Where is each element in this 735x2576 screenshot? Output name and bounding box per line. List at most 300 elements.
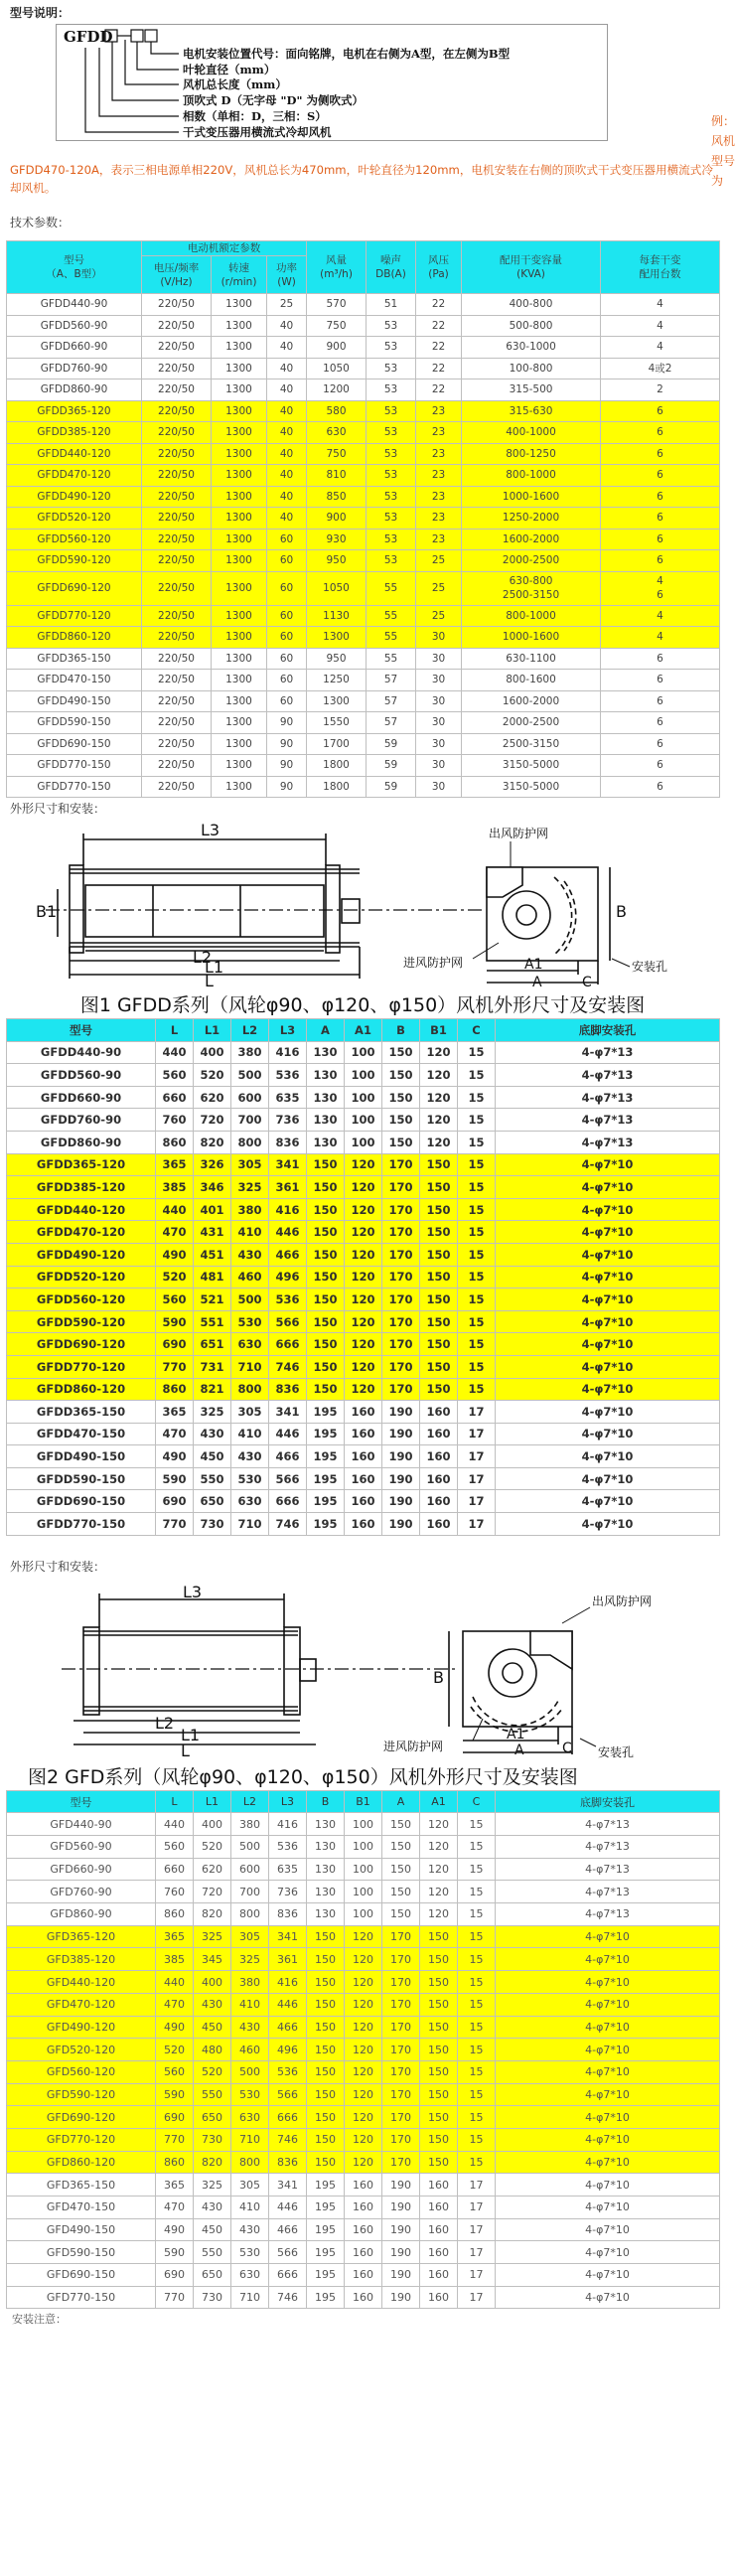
table-cell: 466 [269,2016,307,2039]
table-cell: 15 [458,1948,496,1971]
table-cell: 150 [382,1836,420,1859]
table-cell: 416 [269,1971,307,1994]
table-cell: 190 [382,2241,420,2264]
table-cell: 150 [307,1153,345,1176]
table-cell: 6 [601,422,720,444]
fig2-drawing [6,1582,719,1760]
table-cell: 380 [231,1198,269,1221]
fig1-section-title: 外形尺寸和安装： [10,802,106,816]
table-cell: 1300 [212,315,267,337]
table-cell: 40 [267,422,307,444]
table-cell: 150 [307,1948,345,1971]
table-cell: 4-φ7*10 [496,1467,720,1490]
table-cell: 40 [267,443,307,465]
table-cell: 6 [601,733,720,755]
table-cell: 60 [267,605,307,627]
table-cell: 150 [420,2016,458,2039]
table-cell: 120 [345,1333,382,1356]
table-cell: 700 [231,1109,269,1132]
table-cell: 150 [307,1198,345,1221]
table-cell: 1300 [212,486,267,508]
table-cell: 59 [367,776,416,798]
table-cell: 466 [269,2218,307,2241]
table-cell: 325 [231,1948,269,1971]
table-row [7,1064,720,1087]
table-cell: 770 [156,1513,194,1536]
table-cell: 150 [307,1288,345,1311]
table-cell: 30 [416,690,462,712]
table-cell: 100 [345,1881,382,1903]
table-cell: 190 [382,2197,420,2219]
table-cell: GFDD690-120 [7,571,142,605]
table-cell: 150 [382,1064,420,1087]
dim-l-label: L [205,972,214,990]
table-cell: 730 [194,2286,231,2309]
table-cell: 60 [267,550,307,572]
fig2-dim-c-label: C [562,1740,572,1756]
table-cell: 17 [458,1467,496,1490]
dimension-table-gfdd [6,1018,720,1536]
th-power: 功率 (W) [267,256,307,294]
table-row [7,2218,720,2241]
table-cell: GFDD560-120 [7,1288,156,1311]
table-cell: 820 [194,1131,231,1153]
table-cell: 490 [156,2218,194,2241]
table-cell: 446 [269,2197,307,2219]
table-cell: 470 [156,1423,194,1445]
th-units-per-set: 每套干变 配用台数 [601,241,720,294]
table-cell: 4 [601,337,720,359]
table-cell: GFD860-90 [7,1903,156,1926]
table-cell: 860 [156,1903,194,1926]
table-cell: 120 [345,2128,382,2151]
table-cell: 130 [307,1064,345,1087]
table-cell: 570 [307,294,367,316]
table-cell: 100 [345,1903,382,1926]
table-cell: 4-φ7*10 [496,1490,720,1513]
table-cell: 410 [231,1993,269,2016]
table-cell: 160 [420,2218,458,2241]
table-row [7,1310,720,1333]
table-cell: GFDD590-120 [7,1310,156,1333]
table-cell: 220/50 [142,422,212,444]
table-cell: 190 [382,1445,420,1468]
table-cell: 120 [345,1266,382,1288]
table-cell: 190 [382,1467,420,1490]
table-cell: 400 [194,1971,231,1994]
table-cell: 195 [307,2241,345,2264]
table-row [7,2016,720,2039]
table-cell: 430 [194,2197,231,2219]
table-cell: 120 [420,1109,458,1132]
table-cell: 860 [156,1378,194,1401]
table-row [7,422,720,444]
table-cell: 630 [231,1333,269,1356]
table-cell: 150 [307,2151,345,2174]
table-cell: 170 [382,1288,420,1311]
table-cell: 15 [458,2039,496,2061]
table-cell: 730 [194,1513,231,1536]
table-cell: GFDD760-90 [7,358,142,379]
table-cell: 500-800 [462,315,601,337]
table-cell: 950 [307,648,367,670]
table-cell: 4-φ7*10 [496,2286,720,2309]
table-cell: 560 [156,1836,194,1859]
table-cell: 4-φ7*13 [496,1131,720,1153]
table-cell: GFDD365-120 [7,1153,156,1176]
table-cell: 15 [458,1153,496,1176]
table-cell: 100 [345,1086,382,1109]
table-cell: 481 [194,1266,231,1288]
table-row [7,1445,720,1468]
table-cell: 150 [420,2128,458,2151]
table-cell: 4-φ7*13 [496,1813,720,1836]
table-cell: 530 [231,1467,269,1490]
dim-c-label: C [582,975,592,990]
table-cell: 650 [194,2106,231,2129]
table-cell: 160 [345,1401,382,1424]
table-cell: 150 [382,1903,420,1926]
table-cell: 17 [458,2241,496,2264]
table-cell: 651 [194,1333,231,1356]
table-header-cell: 型号 [7,1790,156,1813]
table-cell: 120 [345,1971,382,1994]
table-header-cell: L1 [194,1790,231,1813]
table-row [7,2197,720,2219]
fig2-svg [6,1582,719,1760]
table-cell: 361 [269,1176,307,1199]
table-cell: 15 [458,2060,496,2083]
table-cell: 750 [307,443,367,465]
table-cell: 416 [269,1041,307,1064]
table-cell: 346 [194,1176,231,1199]
table-cell: 4-φ7*10 [496,1333,720,1356]
table-cell: 590 [156,2241,194,2264]
table-cell: GFDD470-120 [7,465,142,487]
table-cell: GFDD690-150 [7,1490,156,1513]
table-cell: 150 [307,1378,345,1401]
table-cell: GFDD490-120 [7,1243,156,1266]
table-cell: 220/50 [142,627,212,649]
table-cell: 17 [458,2264,496,2287]
table-cell: 15 [458,1176,496,1199]
table-cell: 496 [269,2039,307,2061]
table-cell: 700 [231,1881,269,1903]
dimension-table-gfd [6,1790,720,2310]
table-cell: 160 [345,2286,382,2309]
fig2-dim-l-label: L [181,1741,190,1760]
table-cell: 1800 [307,755,367,777]
table-cell: 170 [382,1333,420,1356]
table-cell: 150 [307,1971,345,1994]
table-cell: GFDD770-150 [7,776,142,798]
table-cell: 120 [420,1903,458,1926]
table-cell: 4-φ7*10 [496,2083,720,2106]
table-cell: 100 [345,1858,382,1881]
table-cell: 170 [382,1971,420,1994]
table-cell: GFDD770-150 [7,755,142,777]
table-cell: 130 [307,1903,345,1926]
table-cell: 341 [269,2174,307,2197]
table-cell: GFDD590-150 [7,712,142,734]
table-cell: 4-φ7*10 [496,1513,720,1536]
table-cell: 15 [458,1221,496,1244]
table-cell: 40 [267,337,307,359]
table-cell: 195 [307,2286,345,2309]
table-cell: 120 [420,1086,458,1109]
table-cell: 900 [307,508,367,530]
table-cell: 520 [194,2060,231,2083]
fig2-inlet-guard-label: 进风防护网 [383,1739,444,1753]
table-cell: 4-φ7*10 [496,1198,720,1221]
table-cell: 90 [267,733,307,755]
table-cell: GFDD470-120 [7,1221,156,1244]
fig1-drawing [6,820,719,990]
table-cell: 150 [420,2060,458,2083]
model-code-leader-lines [56,22,652,146]
table-cell: 380 [231,1971,269,1994]
table-cell: 53 [367,379,416,401]
table-cell: 220/50 [142,712,212,734]
table-cell: 53 [367,486,416,508]
dim-b1-label: B1 [36,902,58,921]
table-cell: 30 [416,755,462,777]
table-cell: 100 [345,1813,382,1836]
table-cell: 57 [367,690,416,712]
table-cell: 160 [420,1490,458,1513]
table-cell: 220/50 [142,571,212,605]
table-cell: 520 [156,2039,194,2061]
table-cell: GFD470-150 [7,2197,156,2219]
mount-hole-label: 安装孔 [632,960,668,974]
table-cell: 660 [156,1086,194,1109]
th-noise: 噪声 DB(A) [367,241,416,294]
table-row [7,1221,720,1244]
table-cell: 150 [420,1355,458,1378]
table-cell: 365 [156,1925,194,1948]
table-cell: 57 [367,670,416,691]
table-cell: 195 [307,1445,345,1468]
table-cell: 130 [307,1086,345,1109]
table-cell: 30 [416,733,462,755]
fig2-dim-a1-label: A1 [507,1726,525,1743]
table-cell: 4-φ7*13 [496,1858,720,1881]
table-cell: 630 [231,2264,269,2287]
table-cell: 23 [416,400,462,422]
table-cell: 53 [367,443,416,465]
table-cell: 731 [194,1355,231,1378]
table-cell: 1300 [212,627,267,649]
table-row [7,1109,720,1132]
table-cell: 746 [269,2286,307,2309]
table-cell: 1300 [212,337,267,359]
table-cell: 4-φ7*10 [496,2016,720,2039]
table-cell: 53 [367,529,416,550]
table-cell: 195 [307,1423,345,1445]
fig2-caption: 图2 GFD系列（风轮φ90、φ120、φ150）风机外形尺寸及安装图 [28,1765,578,1788]
table-cell: 22 [416,337,462,359]
table-row [7,358,720,379]
code-line-phase: 相数（单相：D，三相：S） [183,109,327,123]
table-cell: 150 [382,1041,420,1064]
table-row [7,712,720,734]
table-cell: 750 [307,315,367,337]
table-cell: 220/50 [142,465,212,487]
table-cell: GFD660-90 [7,1858,156,1881]
table-cell: 720 [194,1109,231,1132]
table-cell: 500 [231,1836,269,1859]
table-cell: 150 [382,1086,420,1109]
table-cell: 15 [458,2016,496,2039]
table-cell: 800 [231,1378,269,1401]
dim-a1-label: A1 [524,957,543,973]
table-cell: 410 [231,2197,269,2219]
table-cell: 635 [269,1086,307,1109]
table-cell: 15 [458,1310,496,1333]
table-cell: 160 [345,1445,382,1468]
table-header-cell: A1 [420,1790,458,1813]
table-cell: 130 [307,1881,345,1903]
table-cell: 820 [194,1903,231,1926]
table-cell: 15 [458,1925,496,1948]
table-cell: GFDD770-120 [7,1355,156,1378]
table-cell: 410 [231,1221,269,1244]
table-cell: 17 [458,1490,496,1513]
th-voltage: 电压/频率 (V/Hz) [142,256,212,294]
table-cell: 4-φ7*10 [496,1355,720,1378]
table-cell: 315-630 [462,400,601,422]
table-cell: 150 [307,1333,345,1356]
table-cell: 15 [458,1903,496,1926]
table-cell: 170 [382,1948,420,1971]
table-cell: 720 [194,1881,231,1903]
table-cell: 170 [382,1153,420,1176]
table-cell: 160 [420,2241,458,2264]
table-cell: 550 [194,2083,231,2106]
table-cell: 17 [458,1445,496,1468]
table-cell: 836 [269,2151,307,2174]
table-cell: 690 [156,2264,194,2287]
table-cell: 220/50 [142,315,212,337]
fig1-svg [6,820,719,990]
table-cell: 4-φ7*13 [496,1064,720,1087]
table-cell: 130 [307,1813,345,1836]
table-cell: 430 [231,1445,269,1468]
table-cell: 820 [194,2151,231,2174]
table-cell: 710 [231,1355,269,1378]
table-cell: 770 [156,1355,194,1378]
table-cell: GFD770-120 [7,2128,156,2151]
table-cell: 746 [269,1513,307,1536]
table-cell: 150 [420,1948,458,1971]
table-cell: 53 [367,550,416,572]
table-cell: 100 [345,1836,382,1859]
table-cell: 170 [382,2039,420,2061]
table-cell: 6 [601,670,720,691]
table-cell: 170 [382,1310,420,1333]
table-cell: 1300 [212,690,267,712]
table-cell: 520 [156,1266,194,1288]
table-cell: 550 [194,2241,231,2264]
table-cell: 120 [345,1310,382,1333]
table-cell: 160 [420,2197,458,2219]
table-cell: 400-800 [462,294,601,316]
table-cell: 635 [269,1858,307,1881]
table-cell: 550 [194,1467,231,1490]
table-row [7,2083,720,2106]
table-cell: 470 [156,2197,194,2219]
table-cell: 170 [382,2060,420,2083]
table-cell: 1300 [212,465,267,487]
table-row [7,627,720,649]
table-cell: 4-φ7*10 [496,1221,720,1244]
tech-params-title: 技术参数： [10,216,71,229]
th-model: 型号 （A、B型） [7,241,142,294]
table-cell: 536 [269,1064,307,1087]
fig1-caption: 图1 GFDD系列（风轮φ90、φ120、φ150）风机外形尺寸及安装图 [79,994,646,1016]
table-cell: 53 [367,508,416,530]
table-cell: 195 [307,1490,345,1513]
table-cell: 6 [601,443,720,465]
fig2-dim-l3-label: L3 [183,1582,203,1601]
table-header-cell: L [156,1790,194,1813]
table-cell: 4-φ7*13 [496,1903,720,1926]
table-cell: 400-1000 [462,422,601,444]
table-cell: 4-φ7*10 [496,2174,720,2197]
table-cell: GFDD440-90 [7,1041,156,1064]
table-cell: 150 [382,1813,420,1836]
table-cell: 810 [307,465,367,487]
table-cell: GFD520-120 [7,2039,156,2061]
table-cell: GFD860-120 [7,2151,156,2174]
table-cell: 1300 [212,755,267,777]
table-cell: GFD560-120 [7,2060,156,2083]
table-cell: GFD365-150 [7,2174,156,2197]
table-cell: 15 [458,1041,496,1064]
page [0,4,735,2327]
table-row [7,1925,720,1948]
table-cell: 470 [156,1221,194,1244]
table-cell: 460 [231,1266,269,1288]
table-cell: 150 [382,1109,420,1132]
table-row [7,1490,720,1513]
table-cell: 590 [156,1467,194,1490]
table-cell: 150 [420,2106,458,2129]
table-cell: 120 [345,2016,382,2039]
table-cell: 440 [156,1813,194,1836]
table-cell: 710 [231,1513,269,1536]
table-cell: 440 [156,1041,194,1064]
table-header-cell: 型号 [7,1019,156,1042]
table-cell: 160 [345,2241,382,2264]
table-cell: 305 [231,1153,269,1176]
table-cell: 23 [416,486,462,508]
table-cell: 160 [420,1467,458,1490]
table-cell: 4-φ7*10 [496,1378,720,1401]
table-cell: 416 [269,1813,307,1836]
table-cell: 57 [367,712,416,734]
table-cell: GFDD440-90 [7,294,142,316]
table-cell: 730 [194,2128,231,2151]
table-cell: 1300 [212,443,267,465]
table-header-cell: A [307,1019,345,1042]
table-header-cell: A1 [345,1019,382,1042]
table-cell: 195 [307,2264,345,2287]
table-cell: 4 6 [601,571,720,605]
table-cell: 566 [269,2241,307,2264]
table-row [7,1993,720,2016]
table-cell: 500 [231,1064,269,1087]
